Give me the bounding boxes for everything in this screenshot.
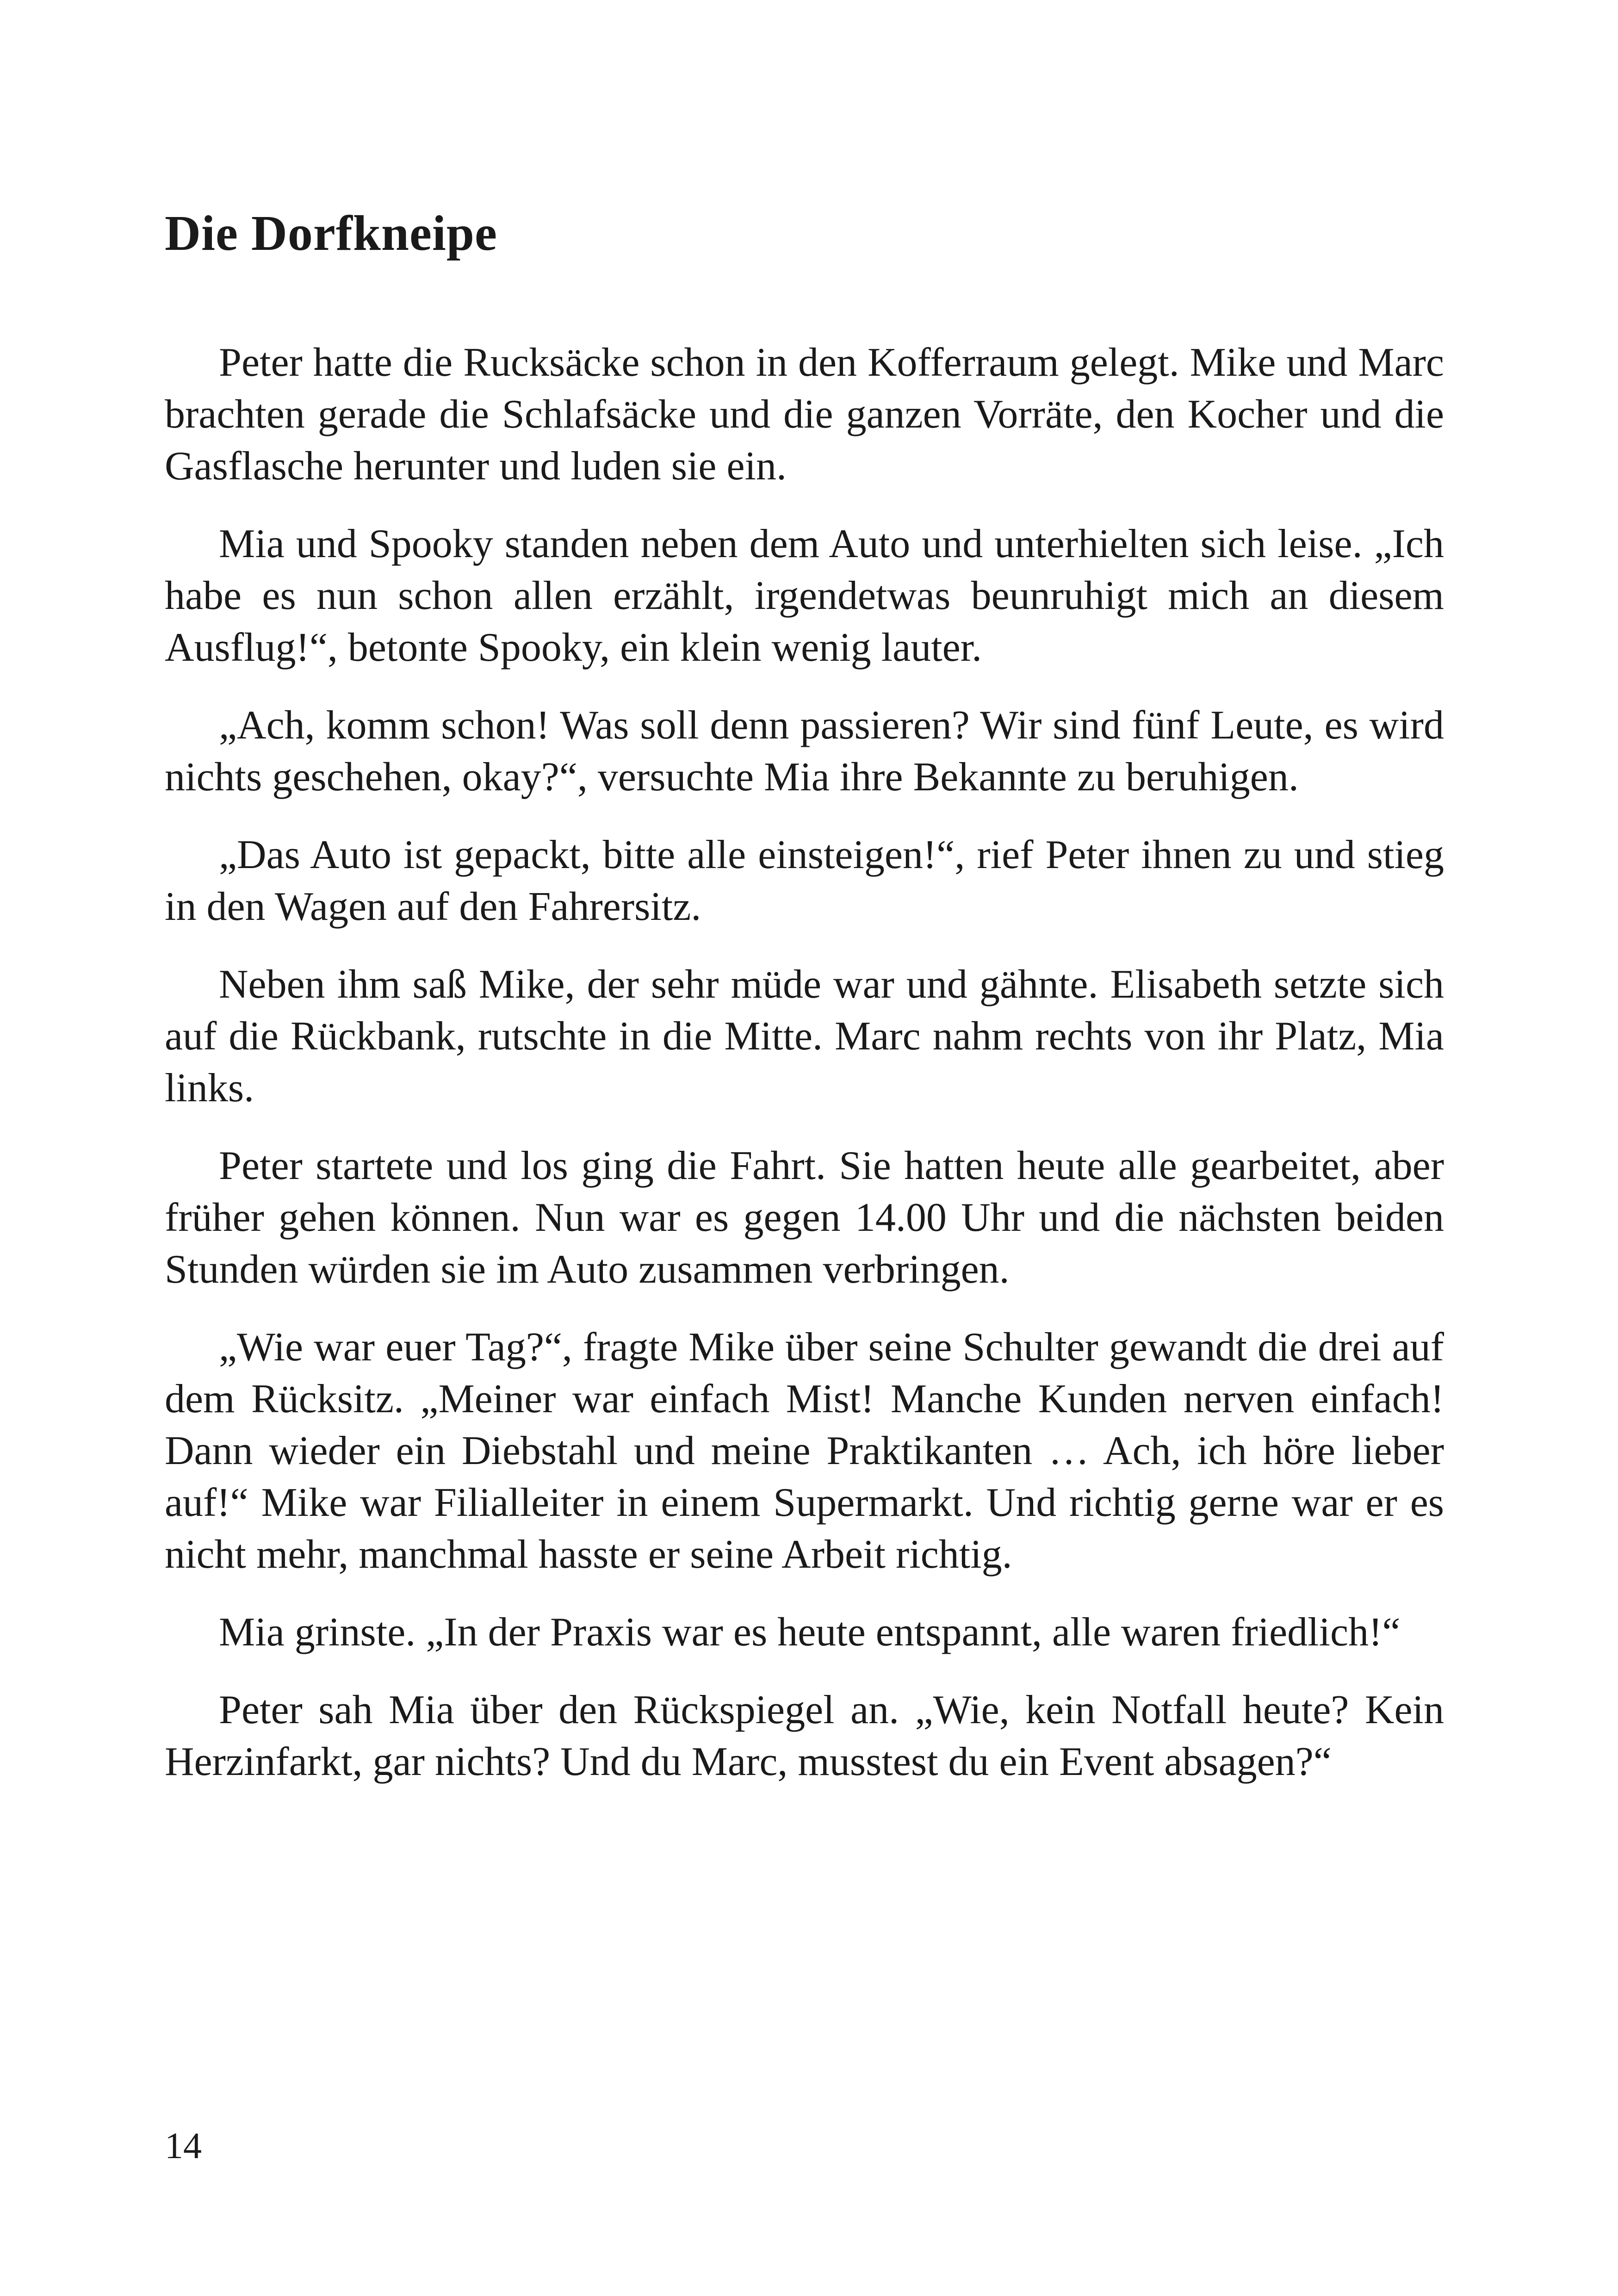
chapter-title: Die Dorfkneipe	[165, 206, 497, 261]
paragraph: Peter startete und los ging die Fahrt. Sie hatten heute alle gearbeitet, aber früher gehen können. Nun war es gegen 14.00 Uhr und die nächsten beiden Stunden würden sie im Auto zusammen verbringen.	[165, 1143, 1444, 1292]
paragraph: Neben ihm saß Mike, der sehr müde war und gähnte. Elisabeth setzte sich auf die Rückbank, rutschte in die Mitte. Marc nahm rechts von ihr Platz, Mia links.	[165, 962, 1444, 1111]
paragraph: „Das Auto ist gepackt, bitte alle einsteigen!“, rief Peter ihnen zu und stieg in den Wagen auf den Fahrersitz.	[165, 832, 1444, 929]
paragraph: Peter hatte die Rucksäcke schon in den Kofferraum gelegt. Mike und Marc brachten gerade die Schlafsäcke und die ganzen Vorräte, den Kocher und die Gasflasche herunter und luden sie ein.	[165, 340, 1444, 489]
page-number: 14	[165, 2126, 202, 2166]
paragraph: Peter sah Mia über den Rückspiegel an. „Wie, kein Notfall heute? Kein Herzinfarkt, gar nichts? Und du Marc, musstest du ein Event absagen?“	[165, 1688, 1444, 1784]
paragraph: Mia grinste. „In der Praxis war es heute entspannt, alle waren friedlich!“	[219, 1610, 1401, 1655]
paragraph: Mia und Spooky standen neben dem Auto und unterhielten sich leise. „Ich habe es nun schon allen erzählt, irgendetwas beunruhigt mich an diesem Ausflug!“, betonte Spooky, ein klein wenig lauter.	[165, 521, 1444, 670]
paragraph: „Wie war euer Tag?“, fragte Mike über seine Schulter gewandt die drei auf dem Rücksitz. „Meiner war einfach Mist! Manche Kunden nerven einfach! Dann wieder ein Diebstahl und meine Praktikanten … Ach, ich höre lieber auf!“ Mike war Filialleiter in einem Supermarkt. Und richtig gerne war er es nicht mehr, manchmal hasste er seine Arbeit richtig.	[165, 1325, 1444, 1577]
paragraph: „Ach, komm schon! Was soll denn passieren? Wir sind fünf Leute, es wird nichts geschehen, okay?“, versuchte Mia ihre Bekannte zu beruhigen.	[165, 703, 1444, 800]
body-text	[165, 337, 1444, 1814]
